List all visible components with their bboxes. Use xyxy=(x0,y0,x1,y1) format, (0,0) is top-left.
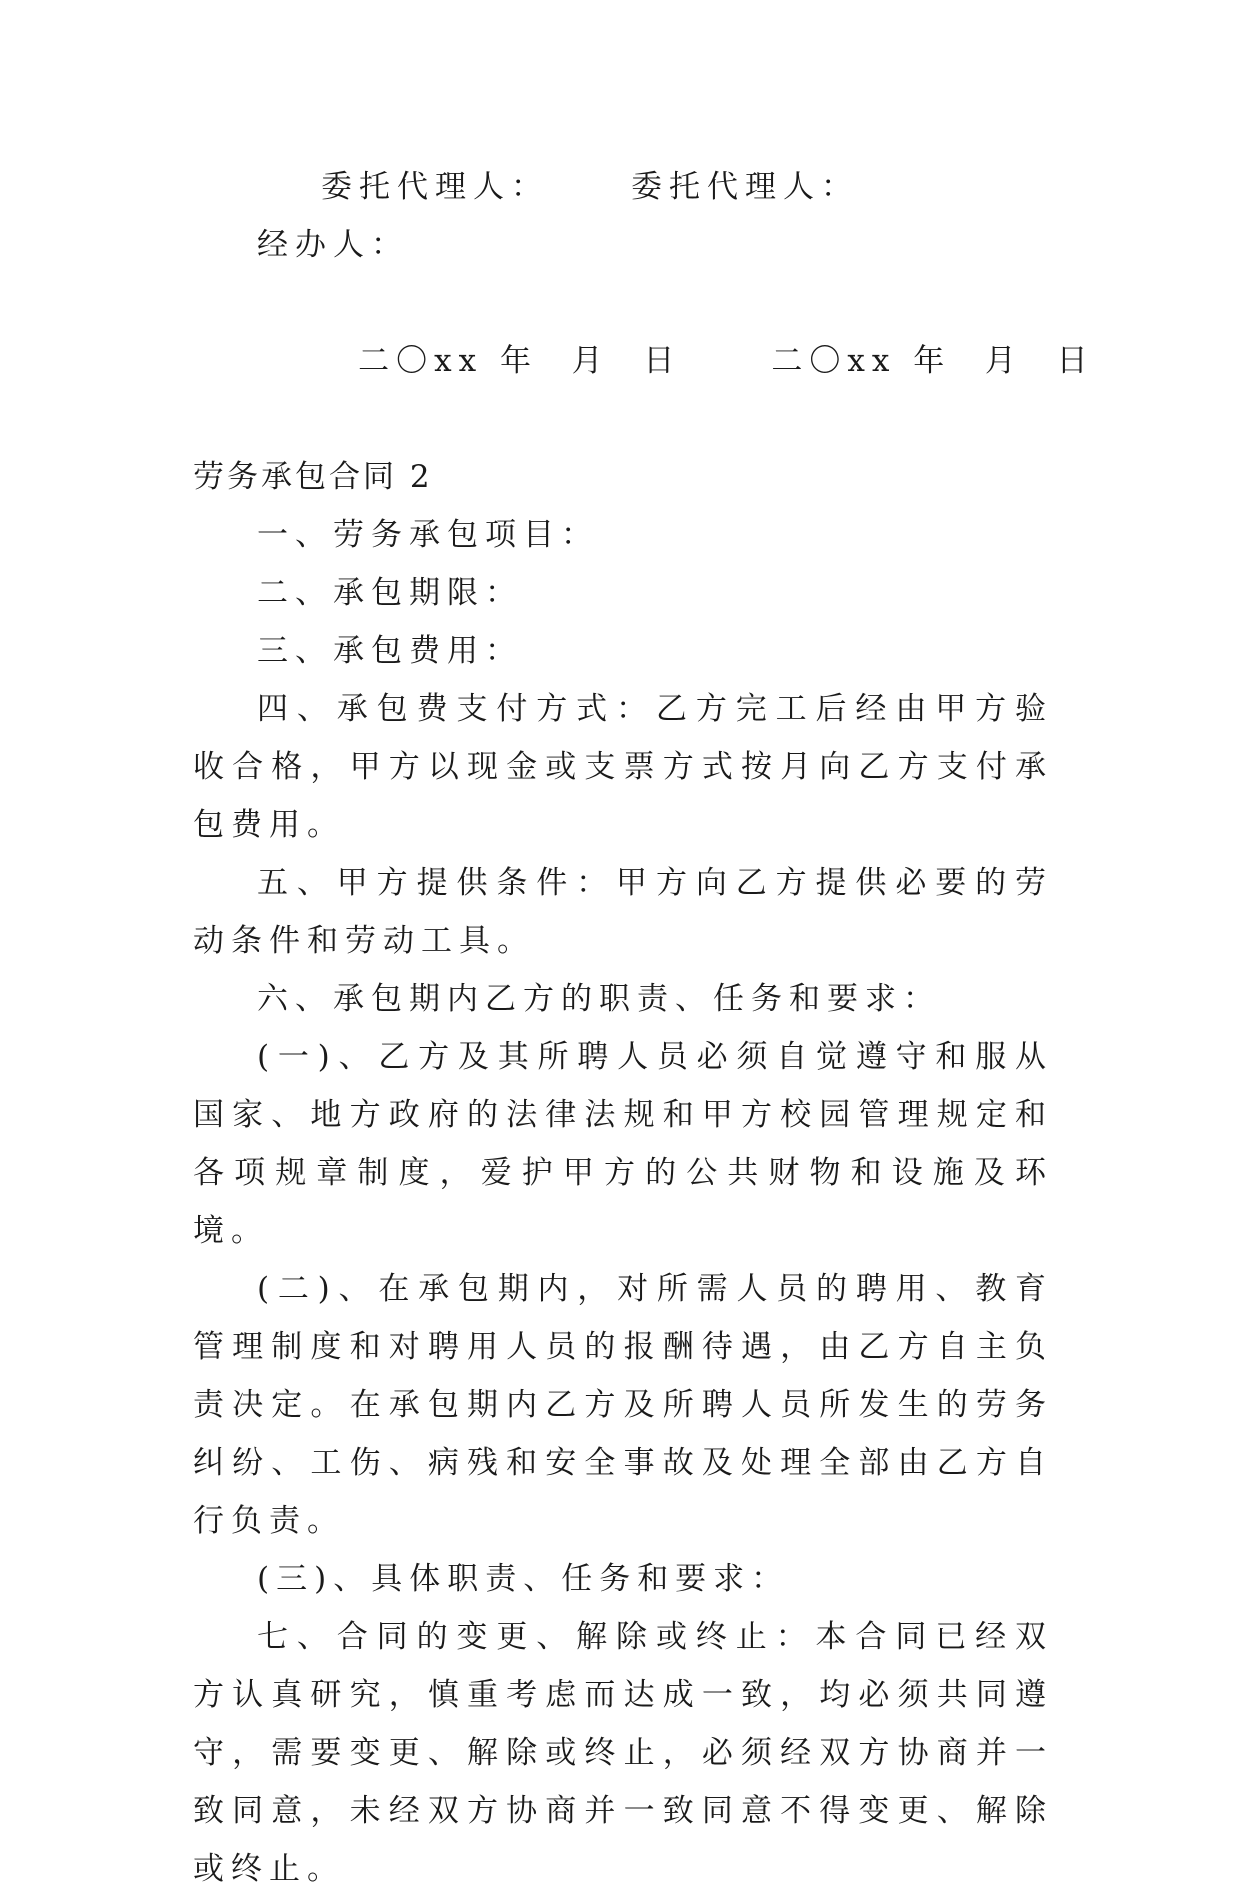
contract-text xyxy=(193,158,1095,1898)
agent-right-label: 委托代理人： xyxy=(631,169,859,205)
paragraph-item-7: 七、合同的变更、解除或终止：本合同已经双方认真研究，慎重考虑而达成一致，均必须共同遵守，需要变更、解除或终止，必须经双方协商并一致同意，未经双方协商并一致同意不得变更、解除或终止。 xyxy=(193,1619,1053,1887)
paragraph-item-6-1: (一)、乙方及其所聘人员必须自觉遵守和服从国家、地方政府的法律法规和甲方校园管理规定和各项规章制度，爱护甲方的公共财物和设施及环境。 xyxy=(193,1039,1053,1249)
paragraph-item-6-2: (二)、在承包期内，对所需人员的聘用、教育管理制度和对聘用人员的报酬待遇，由乙方自主负责决定。在承包期内乙方及所聘人员所发生的劳务纠纷、工伤、病残和安全事故及处理全部由乙方自行负责。 xyxy=(193,1271,1053,1539)
paragraph-item-4: 四、承包费支付方式：乙方完工后经由甲方验收合格，甲方以现金或支票方式按月向乙方支付承包费用。 xyxy=(193,691,1053,843)
paragraph-item-2: 二、承包期限： xyxy=(257,575,523,611)
paragraph-item-6-3: (三)、具体职责、任务和要求： xyxy=(257,1561,790,1597)
section-heading: 劳务承包合同 2 xyxy=(193,459,433,495)
paragraph-item-6: 六、承包期内乙方的职责、任务和要求： xyxy=(257,981,941,1017)
date-right: 二〇xx 年 月 日 xyxy=(771,343,1095,379)
signature-dates-line xyxy=(193,274,1095,448)
paragraph-item-1: 一、劳务承包项目： xyxy=(257,517,599,553)
signature-agents-line xyxy=(193,158,1053,216)
paragraph-item-3: 三、承包费用： xyxy=(257,633,523,669)
handler-line: 经办人： xyxy=(257,227,409,263)
date-left: 二〇xx 年 月 日 xyxy=(358,343,682,379)
paragraph-item-5: 五、甲方提供条件：甲方向乙方提供必要的劳动条件和劳动工具。 xyxy=(193,865,1053,959)
agent-left-label: 委托代理人： xyxy=(321,169,549,205)
